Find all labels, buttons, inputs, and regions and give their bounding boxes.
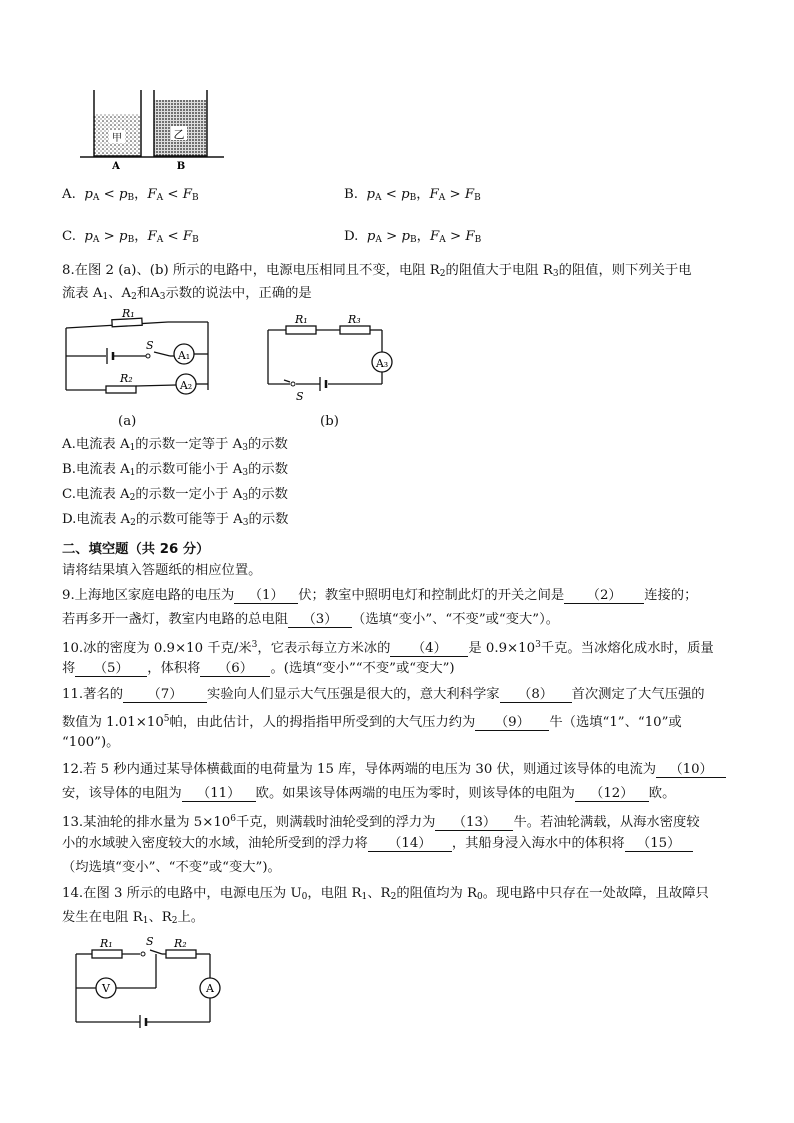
blank-11[interactable]: （11） <box>182 787 256 802</box>
blank-12[interactable]: （12） <box>575 787 649 802</box>
label-s: S <box>146 339 154 352</box>
fig3-label-r1: R₁ <box>100 937 113 950</box>
q7-option-b[interactable]: B. $p_A < p_B$，$F_A > F_B$ <box>344 187 481 203</box>
blank-2[interactable]: （2） <box>564 589 644 604</box>
ammeter-a2: A₂ <box>179 379 193 392</box>
fig3-label-r2: R₂ <box>174 937 187 950</box>
blank-13[interactable]: （13） <box>435 816 513 831</box>
blank-7[interactable]: （7） <box>123 688 207 703</box>
caption-b: (b) <box>320 414 339 429</box>
label-r1: R₁ <box>122 308 135 320</box>
label-r2: R₂ <box>120 372 133 385</box>
blank-10[interactable]: （10） <box>656 763 726 778</box>
q10-line1: 10.冰的密度为 0.9×10 千克/米$^3$，它表示每立方米冰的 （4） 是 $0.9\times 10^3$千克。当冰熔化成水时，质量 <box>62 640 714 656</box>
q8-option-c[interactable]: C.电流表 $A_2$的示数一定小于 $A_3$的示数 <box>62 487 288 503</box>
container-b-label: B <box>176 161 186 170</box>
label-s-b: S <box>296 390 304 402</box>
section-instruction: 请将结果填入答题纸的相应位置。 <box>62 563 262 578</box>
blank-14[interactable]: （14） <box>368 837 452 852</box>
label-r3: R₃ <box>348 313 361 326</box>
q11-line2: 数值为 $1.01\times 10^5$帕，由此估计，人的拇指指甲所受到的大气压力约为 （9） 牛（选填“1”、“10”或 <box>62 714 682 730</box>
circuit-figure-3 <box>70 936 230 1028</box>
q8-option-d[interactable]: D.电流表 $A_2$的示数可能等于 $A_3$的示数 <box>62 512 289 528</box>
q9-line2: 若再多开一盏灯，教室内电路的总电阻 （3） （选填“变小”、“不变”或“变大”）。 <box>62 612 560 627</box>
label-r1-b: R₁ <box>295 313 308 326</box>
q7-option-a[interactable]: A. $p_A < p_B$，$F_A < F_B$ <box>62 187 199 203</box>
blank-8[interactable]: （8） <box>500 688 572 703</box>
blank-1[interactable]: （1） <box>234 589 298 604</box>
ammeter-a3: A₃ <box>375 357 389 370</box>
container-a-label: A <box>112 161 120 170</box>
q13-line1: 13.某油轮的排水量为 $5\times 10^6$千克，则满载时油轮受到的浮力为 （13） 牛。若油轮满载，从海水密度较 <box>62 814 700 830</box>
q8-option-b[interactable]: B.电流表 $A_1$的示数可能小于 $A_3$的示数 <box>62 462 288 478</box>
q7-option-d[interactable]: D. $p_A > p_B$，$F_A > F_B$ <box>344 229 482 245</box>
blank-4[interactable]: （4） <box>390 642 468 657</box>
q11-line3: “100”)。 <box>62 735 120 750</box>
blank-6[interactable]: （6） <box>200 662 270 677</box>
liquid-b-label: 乙 <box>173 128 185 141</box>
q11-line1: 11.著名的 （7） 实验向人们显示大气压强是很大的，意大利科学家 （8） 首次测定了大气压强的 <box>62 687 705 702</box>
blank-3[interactable]: （3） <box>288 613 352 628</box>
q8-stem-line1: 8.在图 2 (a)、(b) 所示的电路中，电源电压相同且不变，电阻 $R_2$的阻值大于电阻 $R_3$的阻值，则下列关于电 <box>62 263 692 279</box>
voltmeter-v: V <box>102 982 110 995</box>
q14-line1: 14.在图 3 所示的电路中，电源电压为 $U_0$，电阻 $R_1$、$R_2$的阻值均为 $R_0$。现电路中只存在一处故障，且故障只 <box>62 886 709 902</box>
q8-option-a[interactable]: A.电流表 $A_1$的示数一定等于 $A_3$的示数 <box>62 437 288 453</box>
circuit-figure-b <box>262 312 402 402</box>
caption-a: (a) <box>118 414 137 429</box>
container-figure <box>78 88 228 170</box>
ammeter-a1: A₁ <box>177 349 191 362</box>
q13-line3: （均选填“变小”、“不变”或“变大”)。 <box>62 860 281 875</box>
blank-5[interactable]: （5） <box>75 662 147 677</box>
q13-line2: 小的水域驶入密度较大的水域，油轮所受到的浮力将 （14） ，其船身浸入海水中的体积将 （15） <box>62 836 693 852</box>
q9-line1: 9.上海地区家庭电路的电压为 （1） 伏；教室中照明电灯和控制此灯的开关之间是 （2） 连接的； <box>62 588 698 603</box>
q12-line1: 12.若 5 秒内通过某导体横截面的电荷量为 15 库，导体两端的电压为 30 伏，则通过该导体的电流为 （10） <box>62 762 726 778</box>
fig3-label-s: S <box>146 936 154 948</box>
q14-line2: 发生在电阻 $R_1$、$R_2$上。 <box>62 910 205 926</box>
q7-option-c[interactable]: C. $p_A > p_B$，$F_A < F_B$ <box>62 229 199 245</box>
q12-line2: 安，该导体的电阻为 （11） 欧。如果该导体两端的电压为零时，则该导体的电阻为 （12） 欧。 <box>62 786 676 801</box>
circuit-figure-a <box>60 308 220 398</box>
blank-9[interactable]: （9） <box>475 716 549 731</box>
ammeter-a: A <box>206 982 214 995</box>
liquid-a-label: 甲 <box>112 133 122 144</box>
q8-stem-line2: 流表 $A_1$、$A_2$和$A_3$示数的说法中，正确的是 <box>62 286 312 302</box>
q10-line2: 将 （5） ，体积将 （6） 。(选填“变小”“不变”或“变大”) <box>62 661 455 676</box>
section-heading: 二、填空题（共 26 分） <box>62 542 210 557</box>
blank-15[interactable]: （15） <box>625 837 693 852</box>
